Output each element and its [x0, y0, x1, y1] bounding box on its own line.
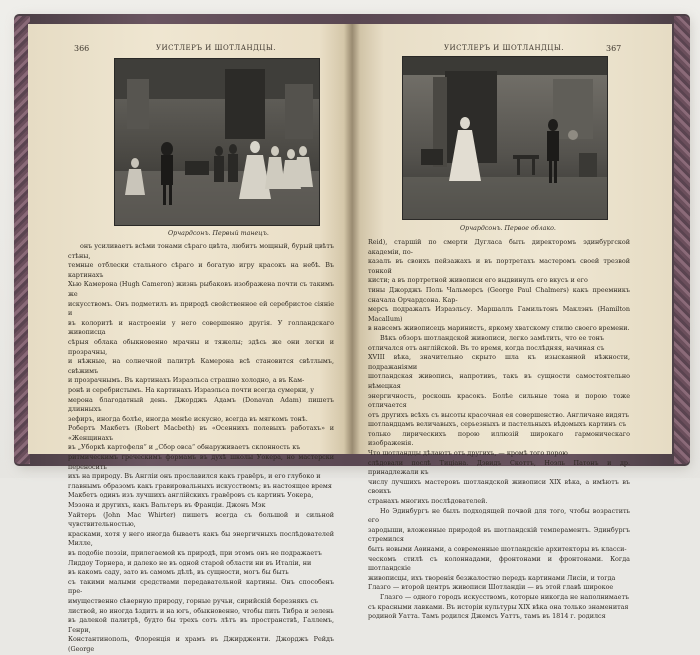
left-text-column: [68, 242, 334, 655]
text-line: живописцы, ихъ творенія безжалостно передъ картинами Лисіи, и тогда: [368, 573, 616, 582]
text-line: Что шотландцы дѣлаютъ отъ другихъ, — кромѣ того порою: [368, 449, 568, 458]
left-page: [28, 24, 352, 653]
right-engraving-first-cloud: [402, 56, 608, 220]
text-line: странахъ многихъ послѣдователей.: [368, 497, 488, 506]
text-line: въ колоритѣ и настроеніи у него совершенно другія. У голландскаго живописца: [68, 318, 334, 337]
text-line: Константинополь, Флоренція и храмъ въ Джирдженти. Джорджъ Рейдъ (George: [68, 635, 334, 653]
text-line: онъ усиливаетъ всѣми тонами сѣраго цвѣта, любитъ мощный, бурый цвѣтъ стѣны,: [68, 242, 334, 260]
text-line: главнымъ образомъ какъ гравировальныхъ искусствомъ; въ настоящее время: [68, 481, 332, 490]
text-line: въ „Уборкѣ картофеля“ и „Сбор овса“ обнаруживаетъ склонность къ: [68, 443, 301, 452]
left-running-head: УИСТЛЕРЪ И ШОТЛАНДЦЫ.: [156, 44, 277, 52]
right-page-number: 367: [606, 44, 622, 53]
text-line: имущественно сѣверную природу, горные ручьи, сирийскій березнякъ съ: [68, 596, 319, 605]
text-line: и нѣжные, на солнечной палитрѣ Камерона всѣ становится свѣтлымъ, свѣжимъ: [68, 357, 334, 375]
text-line: в навсемъ живописецъ маринистъ, яркому хватскому стилю своего времени.: [368, 324, 630, 333]
text-line: и прозрачнымъ. Въ картинахъ Израэльса страшно холодно, а въ Кам-: [68, 376, 305, 385]
marbled-cover-edge-right: [674, 16, 690, 464]
text-line: ческомъ стилѣ съ колоннадами, фронтонами и фронтонами. Когда шотландскіе: [368, 554, 630, 573]
text-line: Но Эдинбургъ не былъ подходящей почвой для того, чтобы возрастить его: [368, 506, 630, 525]
text-line: красками, хотя у него иногда бываетъ какъ бы энергичныхъ послѣдователей Милле,: [68, 529, 334, 548]
right-photo-caption: Орчардсонъ. Первое облако.: [460, 225, 556, 232]
left-photo-caption: Орчардсонъ. Первый танецъ.: [168, 230, 269, 237]
left-engraving-first-dance: [114, 58, 320, 226]
text-line: мерсъ подражалъ Израэльсу. Маршаллъ Гамильтонъ Маклэнъ (Hamilton Macallum): [368, 305, 630, 323]
text-line: быть новыми Аѳинами, а современные шотландскіе архитекторы въ класси-: [368, 545, 627, 553]
text-line: числу лучшихъ мастеровъ шотландской живописи XIX вѣка, а имѣютъ въ своихъ: [368, 477, 630, 496]
text-line: казалъ въ своихъ пейзажахъ и въ портретахъ мастеромъ своей трезвой тонкой: [368, 257, 630, 275]
text-line: шотландцамъ величавыхъ, серьезныхъ и пастельныхъ вѣдомыхъ картинъ съ: [368, 420, 627, 429]
text-line: ронѣ и серебристымъ. На картинахъ Израэльса почти всегда сумерки, у: [68, 385, 314, 394]
text-line: отличался отъ англійской. Въ то время, когда послѣдняя, начиная съ: [368, 343, 605, 352]
text-line: родиной Уатта. Тамъ родился Джемсъ Уаттъ, тамъ въ 1814 г. родился: [368, 612, 606, 621]
text-line: Уайтеръ (John Mac Whirter) пишетъ всегда съ большой и сильной чувствительностью,: [68, 510, 334, 529]
right-page: [352, 24, 672, 621]
left-engraving-drawing: [115, 59, 319, 225]
text-line: шотландская живопись, напротивъ, такъ въ сущности самостоятельно нѣмецкая: [368, 372, 630, 390]
left-page-number: 366: [74, 44, 90, 53]
book-gutter: [344, 24, 360, 454]
right-text-column: [368, 238, 630, 622]
text-line: Глазго — одного городъ искусствомъ, которые никогда не наполнимаетъ: [380, 592, 630, 601]
text-line: тины Джорджъ Поль Чальмерсъ (George Paul Chalmers) какъ преемникъ сначала Орчардсона. Кар-: [368, 285, 630, 304]
text-line: кисти; а въ портретной живописи его выдвинулъ его вкусъ и его: [368, 276, 588, 285]
right-engraving-drawing: [403, 57, 607, 219]
text-line: мерона благодатный день. Джорджъ Адамъ (Donavan Adam) пишетъ длинныхъ: [68, 395, 334, 414]
text-line: зародыши, вложенные природой въ шотландскій темпераментъ. Эдинбургъ стремился: [368, 525, 630, 544]
text-line: съ красными лавками. Въ исторіи культуры XIX вѣка она только знаменитая: [368, 602, 629, 611]
text-line: ритмическимъ греческимъ формамъ въ духѣ школы Уокера, но мастерски переносить: [68, 453, 334, 471]
text-line: искусствомъ. Онъ подметилъ въ природѣ свойственное ей серебристое сіяніе и: [68, 299, 334, 318]
text-line: Лиддоу Торнера, и далеко не въ одной старой области ни въ Италіи, ни: [68, 558, 312, 567]
right-running-head: УИСТЛЕРЪ И ШОТЛАНДЦЫ.: [444, 44, 565, 52]
text-line: въ какомъ саду, зато въ самомъ дѣлѣ, въ сущности, могъ бы быть: [68, 568, 289, 577]
text-line: Макбетъ одинъ изъ лучшихъ англійскихъ гравёровъ съ картинъ Уокера,: [68, 491, 314, 500]
text-line: Хью Камерона (Hugh Cameron) жизнь рыбаковъ изображена почти съ такимъ же: [68, 280, 334, 298]
text-line: въ подобіе поэзіи, прилегаемой къ природѣ, при этомъ онъ не подражаетъ: [68, 549, 322, 557]
text-line: отъ другихъ всѣхъ съ высоты красочная ея совершенство. Англичане видятъ: [368, 410, 630, 419]
text-line: сѣрыя облака обыкновенно мрачны и тяжелы; здѣсь же они легки и прозрачны,: [68, 337, 334, 356]
text-line: только лирическихъ порою иллюзій широкаго гармоническаго изображенія.: [368, 429, 630, 448]
text-line: съ такими малыми средствами передавательной картины. Онъ способенъ пре-: [68, 577, 334, 596]
text-line: Вѣкъ обзоръ шотландской живописи, легко замѣтить, что ее тонъ: [380, 333, 604, 342]
text-line: ихъ на природу. Въ Англіи онъ прославился какъ гравёръ, и его глубоко и: [68, 472, 321, 481]
text-line: Мэзона и другихъ, какъ Вальтеръ въ Франціи. Джонъ Мэк: [68, 501, 266, 510]
text-line: листвой, но иногда ѣздитъ и на югъ, обыкновенно, чтобы пить Тибра и зелень: [68, 606, 334, 615]
text-line: темные отблески стального сѣраго и богатую игру красокъ на небѣ. Въ картинахъ: [68, 261, 334, 279]
text-line: Reid), старшій по смерти Дугласа быть директоромъ эдинбургской академіи, по-: [368, 238, 630, 256]
text-line: зефиръ, иногда болѣе, иногда менѣе искусно, всегда въ мягкомъ тонѣ.: [68, 414, 308, 423]
text-line: слѣдовали послѣ Тиціана. Дэвидъ Скоттъ, Ноэль Патонъ и др. принадлежали къ: [368, 458, 630, 477]
text-line: Робертъ Макбетъ (Robert Macbeth) въ «Осеннихъ полевыхъ работахъ» и «Женщинахъ: [68, 424, 334, 442]
text-line: Глазго — второй центръ живописи Шотландіи — въ этой главѣ широкое: [368, 583, 614, 592]
text-line: XVIII вѣка, значительно скрыто шла къ изысканной нѣжности, подражаніями: [368, 353, 630, 371]
text-line: энергичность, роскошь красокъ. Болѣе сильные тона и порою тоже отличается: [368, 391, 630, 410]
text-line: въ далекой палитрѣ, будто бы трехъ сотъ лѣтъ въ пространствѣ, Галлемъ, Генри,: [68, 616, 334, 634]
